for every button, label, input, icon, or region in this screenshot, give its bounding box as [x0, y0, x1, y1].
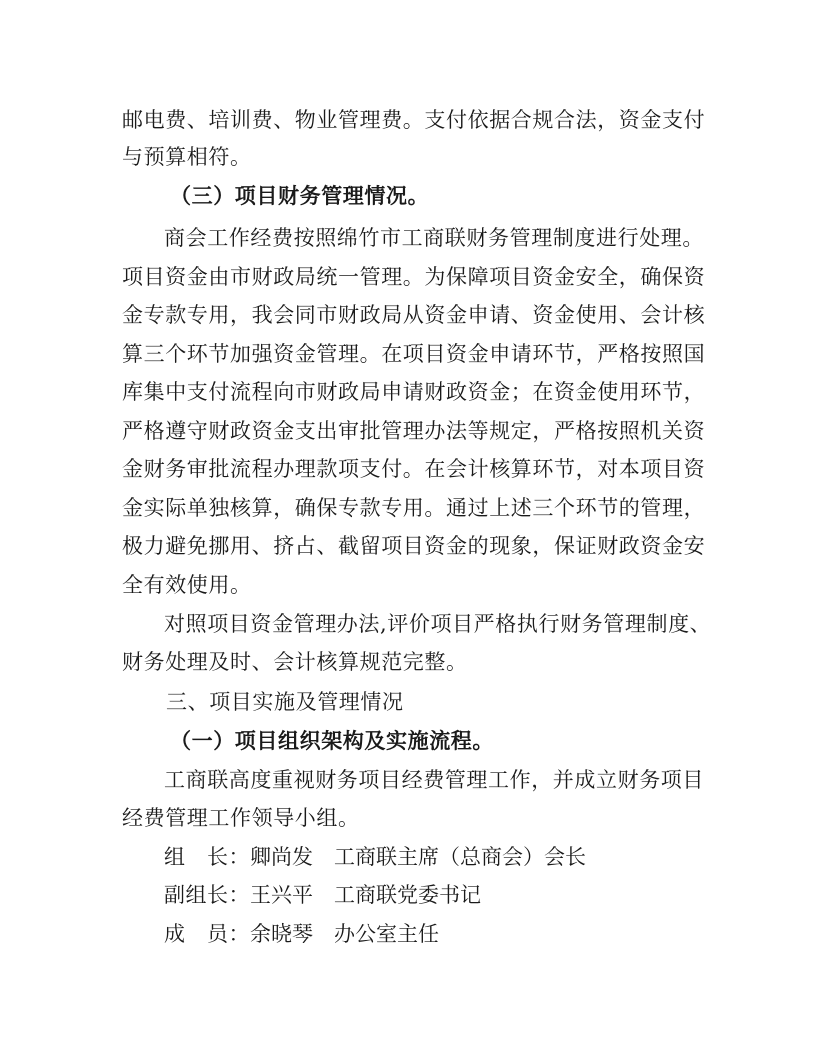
section-heading-finance: （三）项目财务管理情况。 [170, 184, 430, 208]
body-text-line: 金财务审批流程办理款项支付。在会计核算环节，对本项目资 [122, 457, 706, 481]
section-heading-implementation: 三、项目实施及管理情况 [166, 690, 404, 714]
member-name: 卿尚发 [250, 845, 313, 869]
member-title: 工商联主席（总商会）会长 [334, 845, 586, 869]
member-row [164, 843, 586, 871]
member-name: 余晓琴 [250, 922, 313, 946]
member-role: 成 员： [164, 922, 250, 946]
body-text-line: 算三个环节加强资金管理。在项目资金申请环节，严格按照国 [122, 342, 706, 366]
body-text-line: 项目资金由市财政局统一管理。为保障项目资金安全，确保资 [122, 265, 706, 289]
member-title: 办公室主任 [334, 922, 439, 946]
body-text-line: 对照项目资金管理办法,评价项目严格执行财务管理制度、 [164, 612, 712, 636]
member-row [164, 920, 439, 948]
member-name: 王兴平 [250, 883, 313, 907]
body-text-line: 与预算相符。 [122, 145, 252, 169]
body-text-line: 金实际单独核算，确保专款专用。通过上述三个环节的管理， [122, 496, 706, 520]
member-title: 工商联党委书记 [334, 883, 481, 907]
body-text-line: 邮电费、培训费、物业管理费。支付依据合规合法，资金支付 [122, 108, 706, 132]
body-text-line: 严格遵守财政资金支出审批管理办法等规定，严格按照机关资 [122, 419, 706, 443]
body-text-line: 极力避免挪用、挤占、截留项目资金的现象，保证财政资金安 [122, 534, 706, 558]
body-text-line: 金专款专用，我会同市财政局从资金申请、资金使用、会计核 [122, 303, 706, 327]
body-text-line: 财务处理及时、会计核算规范完整。 [122, 650, 468, 674]
body-text-line: 商会工作经费按照绵竹市工商联财务管理制度进行处理。 [164, 226, 704, 250]
body-text-line: 库集中支付流程向市财政局申请财政资金；在资金使用环节， [122, 380, 706, 404]
member-role: 副组长： [164, 883, 250, 907]
member-role: 组 长： [164, 845, 250, 869]
body-text-line: 经费管理工作领导小组。 [122, 806, 360, 830]
section-heading-organization: （一）项目组织架构及实施流程。 [170, 729, 494, 753]
body-text-line: 全有效使用。 [122, 573, 252, 597]
body-text-line: 工商联高度重视财务项目经费管理工作，并成立财务项目 [164, 768, 704, 792]
member-row [164, 881, 481, 909]
